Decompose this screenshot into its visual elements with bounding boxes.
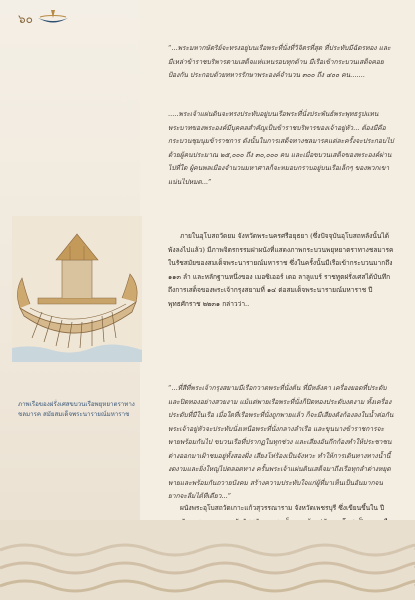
boat-icon xyxy=(36,6,70,24)
body-paragraph-1: ภายในอุโบสถวัดยม จังหวัดพระนครศรีอยุธยา (ซึ่งปัจจุบันอุโบสถหลังนั้นได้พังลงไปแล้ว) มีภาพจิตรกรรมฝาผนังที่แสดงภาพกระบวนพยุหยาตราทางชลมารค ในรัชสมัยของสมเด็จพระนารายณ์มหาราช ซึ่งในครั้งนั้นมีเรือเข้ากระบวนมากถึง ๑๑๓ ลำ และหลักฐานหนึ่งของ เมอซิเออร์ เดอ ลาลูแบร์ ราชทูตฝรั่งเศสได้บันทึกถึงการเสด็จของพระเจ้ากรุงสยามที่ ๑๔ ต่อสมเด็จพระนารายณ์มหาราช ปีพุทธศักราช ๒๒๓๑ กล่าวว่า.. xyxy=(168,232,394,308)
body-paragraph-2: ผนังพระอุโบสถวัดเกาะแก้วสุวรรณาราม จังหวัดเพชรบุรี ซึ่งเขียนขึ้นใน ปี xyxy=(180,504,385,512)
mural-boat-illustration xyxy=(12,216,142,362)
quote-3: “...ที่สีที่พระเจ้ากรุงสยามมีเรือกวาดพระที่นั่งต้น ที่มีหลังคา เครื่องยอดที่ประดับและปิดทองอย่างสวยงาม แม้แต่พายเรือพระที่นั่งก็ปิดทองประดับงดงาม ทั้งเครื่องประดับที่มีในเรือ เมื่อใดที่เรือพระที่นั่งถูกพายแล้ว ก็จะมีเสียงดังก้องลงในน้ำต่อกัน พระเจ้าอยู่หัวจะประทับนั่งเหนือพระที่นั่งกลางลำเรือ และขุนนางข้าราชการจะพายพร้อมกันไป ขบวนเรือที่ปรากฏในทุกช่วง และเสียงอันกึกก้องทำให้ประชาชนต่างออกมาเฝ้าชมอยู่ทั้งสองฝั่ง เสียงโห่ร้องเป็นจังหวะ ทำให้การเดินทางทางน้ำนี้งดงามและยิ่งใหญ่ไปตลอดทาง ครั้นพระเจ้าแผ่นดินเสด็จมาถึงเรือทุกลำต่างหยุดพายและพร้อมกันถวายบังคม สร้างความประทับใจแก่ผู้ที่มาเห็นเป็นอันมากจนยากจะลืมได้ทีเดียว...” xyxy=(168,384,394,500)
quote-1: “...พระมหากษัตริย์จะทรงอยู่บนเรือพระที่นั่งที่วิจิตรที่สุด ที่ประทับมีฉัตรทอง และมีเหล่าข้าราชบริพารตามเสด็จแห่แหนรอบทุกด้าน มีเรือเข้ากระบวนเสด็จคอยป้องกัน ประกอบด้วยทหารรักษาพระองค์จำนวน ๓๐๐ ถึง ๔๐๐ คน....... xyxy=(168,44,391,79)
bottom-wave-pattern xyxy=(0,520,415,600)
illustration-caption: ภาพเรือของฝรั่งเศสขบวนเรือพยุหยาตราทางชลมารค สมัยสมเด็จพระนารายณ์มหาราช xyxy=(18,401,135,418)
page-number: ๖๐ xyxy=(18,12,33,26)
quote-2: .....พระเจ้าแผ่นดินจะทรงประทับอยู่บนเรือพระที่นั่งประพันธ์พระพุทธรูปแทนพระบาทของพระองค์มีบุคคลสำคัญเป็นข้าราชบริพารของเจ้าอยู่หัว... ต้องมีคือกระบวนชุมนุมข้าราชการ ดังนั้นในการเสด็จทางชลมารคแต่ละครั้งจะประกอบไปด้วยผู้คนประมาณ ๒๕,๐๐๐ ถึง ๓๐,๐๐๐ คน และเมื่อขบวนเสด็จของพระองค์ผ่านไปที่ใด ผู้คนพลเมืองจำนวนมหาศาลก็จะหมอบกราบอยู่บนเรือเล็กๆ ของพวกเขาแน่นไปหมด...” xyxy=(168,110,394,186)
